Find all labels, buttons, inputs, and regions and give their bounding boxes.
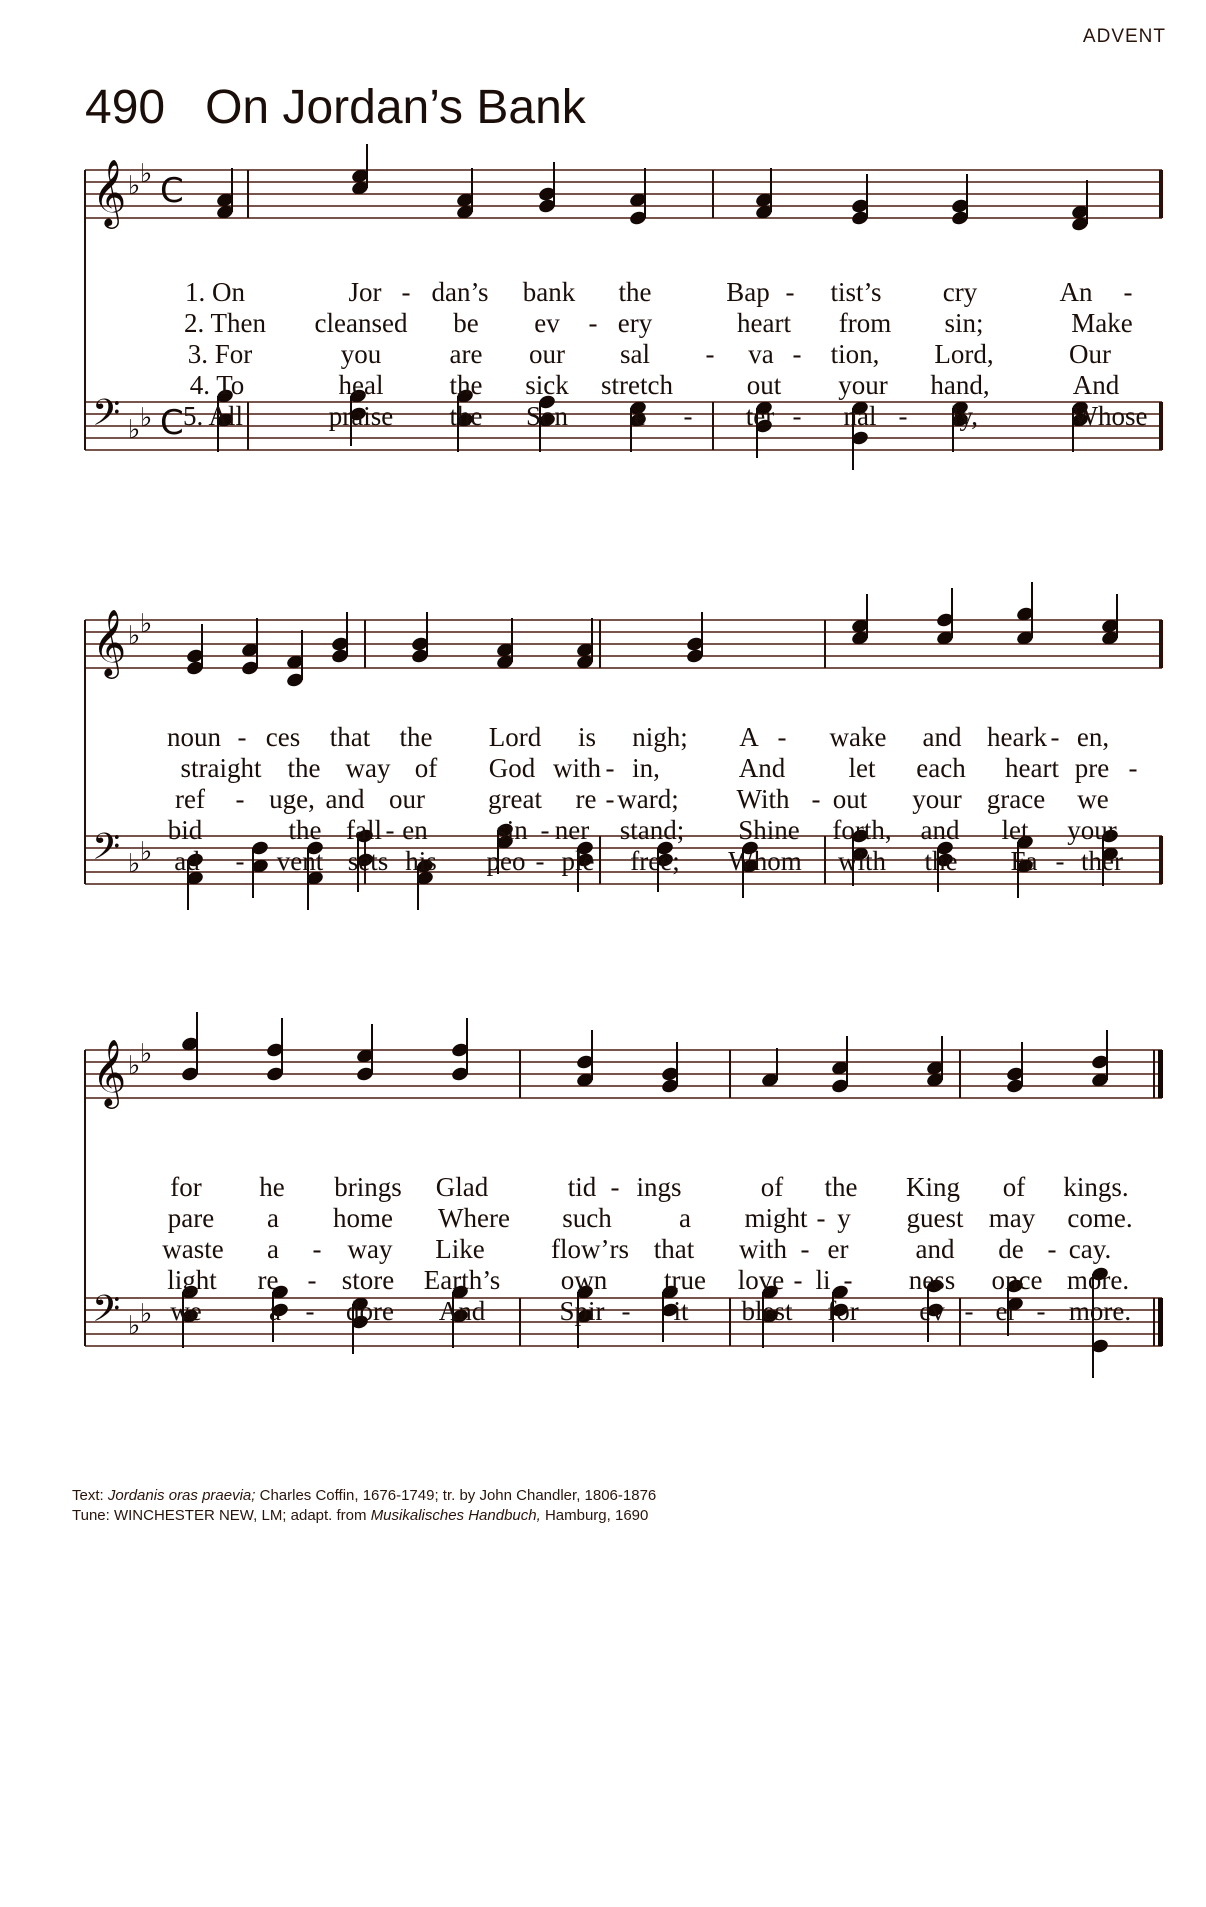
- lyric-syllable: is: [577, 722, 597, 752]
- lyric-syllable: that: [653, 1234, 695, 1264]
- lyric-line: [80, 1203, 1170, 1233]
- lyric-syllable: of: [1002, 1172, 1026, 1202]
- lyric-syllable: Lord: [488, 722, 542, 752]
- lyric-syllable: Where: [438, 1203, 510, 1233]
- lyric-syllable: Whose: [1072, 401, 1148, 431]
- lyric-syllable: stretch: [601, 370, 673, 400]
- time-signature: C: [160, 171, 184, 211]
- flat-sign: ♭: [128, 415, 141, 445]
- lyric-line: [80, 815, 1170, 845]
- lyric-syllable: -: [1047, 1234, 1057, 1264]
- music-system-3: [80, 1038, 1170, 1470]
- hymn-heading: [85, 80, 586, 135]
- lyric-syllable: -: [305, 1296, 315, 1326]
- text-credit-source: Jordanis oras praevia;: [107, 1487, 256, 1504]
- lyric-syllable: -: [605, 784, 615, 814]
- flat-sign: ♭: [128, 1051, 141, 1081]
- lyric-syllable: pre: [1074, 753, 1110, 783]
- lyric-syllable: -: [610, 1172, 620, 1202]
- lyric-syllable: way: [347, 1234, 393, 1264]
- lyric-syllable: y: [837, 1203, 851, 1233]
- lyric-line: [80, 1234, 1170, 1264]
- lyric-syllable: cleansed: [314, 308, 408, 338]
- lyric-syllable: fall: [346, 815, 382, 845]
- lyric-syllable: Bap: [726, 277, 770, 307]
- lyric-syllable: ter: [745, 401, 775, 431]
- lyric-syllable: the: [399, 722, 433, 752]
- lyric-syllable: -: [1128, 753, 1138, 783]
- lyric-syllable: it: [673, 1296, 689, 1326]
- lyric-syllable: ery: [617, 308, 653, 338]
- flat-sign: ♭: [140, 837, 153, 867]
- flat-sign: ♭: [140, 159, 153, 189]
- lyric-syllable: sets: [347, 846, 389, 876]
- lyric-syllable: -: [312, 1234, 322, 1264]
- lyric-line: [80, 308, 1170, 338]
- time-signature: C: [160, 403, 184, 443]
- lyric-syllable: -: [235, 784, 245, 814]
- lyric-syllable: ward;: [617, 784, 679, 814]
- lyric-line: [80, 370, 1170, 400]
- lyric-syllable: the: [824, 1172, 858, 1202]
- lyric-syllable: that: [329, 722, 371, 752]
- lyric-syllable: -: [816, 1203, 826, 1233]
- lyric-syllable: er: [995, 1296, 1017, 1326]
- lyric-syllable: ref: [175, 784, 205, 814]
- lyric-syllable: nigh;: [632, 722, 688, 752]
- lyric-syllable: -: [800, 1234, 810, 1264]
- lyric-syllable: with: [552, 753, 602, 783]
- lyric-syllable: we: [1077, 784, 1109, 814]
- lyric-syllable: a: [269, 1296, 281, 1326]
- lyric-syllable: wake: [829, 722, 887, 752]
- lyric-syllable: Lord,: [934, 339, 994, 369]
- lyric-line: [80, 753, 1170, 783]
- lyric-syllable: your: [1067, 815, 1117, 845]
- flat-sign: ♭: [128, 849, 141, 879]
- lyric-syllable: out: [832, 784, 868, 814]
- lyric-syllable: noun: [167, 722, 221, 752]
- lyric-syllable: An: [1059, 277, 1093, 307]
- lyric-syllable: peo: [486, 846, 526, 876]
- lyric-syllable: blest: [741, 1296, 793, 1326]
- lyric-syllable: -: [793, 1265, 803, 1295]
- lyric-syllable: let: [848, 753, 876, 783]
- lyric-syllable: a: [267, 1203, 279, 1233]
- lyric-syllable: from: [838, 308, 892, 338]
- lyric-syllable: ther: [1081, 846, 1123, 876]
- lyric-line: [80, 339, 1170, 369]
- lyric-syllable: -: [843, 1265, 853, 1295]
- lyric-syllable: of: [414, 753, 438, 783]
- lyric-syllable: -: [777, 722, 787, 752]
- lyric-syllable: King: [906, 1172, 960, 1202]
- lyric-line: [80, 1296, 1170, 1326]
- lyric-syllable: -: [237, 722, 247, 752]
- tune-credit-source: Musikalisches Handbuch,: [370, 1507, 541, 1524]
- lyric-syllable: are: [449, 339, 483, 369]
- lyric-syllable: sal: [620, 339, 650, 369]
- lyric-syllable: Jor: [348, 277, 382, 307]
- tune-credit-place: Hamburg, 1690: [540, 1507, 649, 1524]
- lyric-syllable: you: [340, 339, 382, 369]
- lyric-syllable: e: [634, 401, 646, 431]
- lyric-syllable: li: [815, 1265, 831, 1295]
- lyric-syllable: -: [540, 815, 550, 845]
- music-system-1: [80, 158, 1170, 570]
- lyric-syllable: great: [488, 784, 542, 814]
- lyric-syllable: er: [827, 1234, 849, 1264]
- lyric-syllable: grace: [986, 784, 1046, 814]
- lyric-syllable: -: [235, 846, 245, 876]
- final-bar-thick: [1158, 1050, 1163, 1098]
- lyric-syllable: home: [333, 1203, 393, 1233]
- lyric-syllable: Earth’s: [423, 1265, 501, 1295]
- lyric-syllable: -: [1055, 846, 1065, 876]
- lyric-syllable: nal: [843, 401, 877, 431]
- lyric-syllable: the: [449, 370, 483, 400]
- lyric-syllable: may: [988, 1203, 1036, 1233]
- lyric-line: [80, 1265, 1170, 1295]
- tune-credit: [72, 1506, 656, 1526]
- lyric-syllable: -: [792, 339, 802, 369]
- bass-clef: 𝄢: [92, 1288, 121, 1339]
- lyric-syllable: pare: [167, 1203, 215, 1233]
- lyric-syllable: such: [562, 1203, 612, 1233]
- lyric-syllable: Son: [525, 401, 569, 431]
- lyric-syllable: dore: [346, 1296, 394, 1326]
- text-credit: [72, 1486, 656, 1506]
- lyric-syllable: ev: [534, 308, 560, 338]
- lyric-syllable: -: [1123, 277, 1133, 307]
- lyric-syllable: Shine: [738, 815, 800, 845]
- flat-sign: ♭: [128, 621, 141, 651]
- lyric-syllable: be: [453, 308, 479, 338]
- lyric-syllable: And: [1072, 370, 1120, 400]
- lyric-syllable: our: [389, 784, 425, 814]
- lyric-syllable: va: [748, 339, 774, 369]
- lyric-syllable: out: [746, 370, 782, 400]
- text-credit-label: Text:: [72, 1487, 108, 1504]
- lyric-syllable: brings: [334, 1172, 402, 1202]
- text-credit-author: Charles Coffin, 1676-1749; tr. by John Chandler, 1806-1876: [255, 1487, 657, 1504]
- lyric-syllable: Spir: [559, 1296, 605, 1326]
- lyric-syllable: cay.: [1068, 1234, 1112, 1264]
- lyric-syllable: And: [438, 1296, 486, 1326]
- lyric-syllable: tid: [567, 1172, 597, 1202]
- lyric-syllable: heark: [987, 722, 1047, 752]
- lyric-syllable: 1. On: [185, 277, 245, 307]
- lyric-syllable: store: [341, 1265, 395, 1295]
- lyric-syllable: -: [401, 277, 411, 307]
- lyric-syllable: sin;: [944, 308, 984, 338]
- lyric-syllable: the: [449, 401, 483, 431]
- lyric-syllable: a: [679, 1203, 691, 1233]
- lyric-syllable: of: [760, 1172, 784, 1202]
- lyric-syllable: ness: [908, 1265, 956, 1295]
- lyric-syllable: bid: [167, 815, 203, 845]
- lyric-syllable: 5. All: [182, 401, 244, 431]
- music-system-2: [80, 608, 1170, 1020]
- lyric-syllable: come.: [1067, 1203, 1133, 1233]
- lyric-syllable: light: [167, 1265, 217, 1295]
- lyric-syllable: forth,: [832, 815, 892, 845]
- lyric-syllable: the: [288, 815, 322, 845]
- lyric-syllable: your: [838, 370, 888, 400]
- lyric-syllable: -: [307, 1265, 317, 1295]
- lyric-syllable: free;: [630, 846, 680, 876]
- lyric-syllable: might: [744, 1203, 808, 1233]
- lyric-syllable: bank: [522, 277, 576, 307]
- lyric-syllable: in,: [632, 753, 660, 783]
- lyric-syllable: cry: [942, 277, 978, 307]
- lyric-syllable: your: [912, 784, 962, 814]
- lyric-syllable: for: [170, 1172, 202, 1202]
- lyric-syllable: re: [575, 784, 597, 814]
- lyric-syllable: kings.: [1063, 1172, 1129, 1202]
- lyric-syllable: guest: [906, 1203, 964, 1233]
- lyric-syllable: vent: [276, 846, 324, 876]
- lyric-syllable: ple: [561, 846, 595, 876]
- lyric-syllable: Glad: [435, 1172, 489, 1202]
- section-label: ADVENT: [1082, 26, 1166, 47]
- lyric-syllable: With: [736, 784, 790, 814]
- lyric-syllable: straight: [180, 753, 262, 783]
- lyric-syllable: -: [535, 846, 545, 876]
- lyric-syllable: Whom: [728, 846, 802, 876]
- lyric-syllable: -: [964, 1296, 974, 1326]
- lyric-syllable: for: [827, 1296, 859, 1326]
- lyric-syllable: re: [257, 1265, 279, 1295]
- lyric-syllable: sin: [496, 815, 528, 845]
- lyric-syllable: and: [325, 784, 365, 814]
- lyric-syllable: with: [738, 1234, 788, 1264]
- lyric-syllable: stand;: [619, 815, 685, 845]
- flat-sign: ♭: [140, 609, 153, 639]
- lyric-syllable: love: [737, 1265, 785, 1295]
- lyric-syllable: once: [991, 1265, 1043, 1295]
- lyric-syllable: he: [259, 1172, 285, 1202]
- bass-clef: 𝄢: [92, 392, 121, 443]
- lyric-syllable: Fa: [1010, 846, 1038, 876]
- lyric-syllable: -: [605, 753, 615, 783]
- lyric-syllable: ner: [554, 815, 590, 845]
- lyric-syllable: de: [998, 1234, 1024, 1264]
- lyric-syllable: own: [560, 1265, 608, 1295]
- lyric-syllable: ly,: [952, 401, 978, 431]
- lyric-syllable: and: [920, 815, 960, 845]
- lyric-syllable: and: [915, 1234, 955, 1264]
- lyric-syllable: -: [385, 815, 395, 845]
- lyric-syllable: uge,: [269, 784, 315, 814]
- lyric-syllable: -: [705, 339, 715, 369]
- lyric-syllable: way: [345, 753, 391, 783]
- lyric-syllable: dan’s: [431, 277, 489, 307]
- lyric-syllable: and: [922, 722, 962, 752]
- lyric-syllable: heal: [338, 370, 384, 400]
- lyric-syllable: praise: [328, 401, 394, 431]
- lyric-syllable: A: [739, 722, 759, 752]
- lyric-syllable: each: [916, 753, 966, 783]
- lyric-syllable: ces: [265, 722, 301, 752]
- hymn-title: On Jordan’s Bank: [205, 81, 586, 134]
- lyric-syllable: en,: [1076, 722, 1110, 752]
- lyric-syllable: more.: [1068, 1296, 1132, 1326]
- lyric-syllable: let: [1001, 815, 1029, 845]
- lyric-syllable: more.: [1066, 1265, 1130, 1295]
- lyric-syllable: -: [621, 1296, 631, 1326]
- lyric-syllable: true: [664, 1265, 706, 1295]
- flat-sign: ♭: [128, 171, 141, 201]
- lyric-syllable: en: [402, 815, 428, 845]
- lyric-syllable: Our: [1069, 339, 1111, 369]
- lyric-syllable: God: [488, 753, 536, 783]
- tune-credit-label: Tune: WINCHESTER NEW, LM; adapt. from: [72, 1507, 371, 1524]
- lyric-syllable: flow’rs: [551, 1234, 629, 1264]
- lyric-syllable: Like: [435, 1234, 485, 1264]
- bass-clef: 𝄢: [92, 826, 121, 877]
- lyric-syllable: 3. For: [187, 339, 253, 369]
- hymn-number: 490: [85, 81, 166, 134]
- lyric-line: [80, 277, 1170, 307]
- lyric-syllable: our: [529, 339, 565, 369]
- lyric-syllable: Make: [1071, 308, 1133, 338]
- lyric-syllable: ings: [636, 1172, 682, 1202]
- lyric-syllable: we: [170, 1296, 202, 1326]
- lyric-syllable: -: [1036, 1296, 1046, 1326]
- lyric-syllable: tion,: [830, 339, 880, 369]
- lyric-syllable: 4. To: [189, 370, 245, 400]
- lyric-line: [80, 401, 1170, 431]
- lyric-line: [80, 722, 1170, 752]
- lyric-line: [80, 846, 1170, 876]
- lyric-syllable: 2. Then: [184, 308, 266, 338]
- lyric-syllable: with: [837, 846, 887, 876]
- lyric-syllable: hand,: [930, 370, 990, 400]
- lyric-syllable: his: [405, 846, 437, 876]
- flat-sign: ♭: [140, 403, 153, 433]
- treble-clef: 𝄞: [92, 608, 127, 676]
- lyric-syllable: -: [785, 277, 795, 307]
- lyric-syllable: -: [683, 401, 693, 431]
- flat-sign: ♭: [140, 1039, 153, 1069]
- lyric-syllable: the: [924, 846, 958, 876]
- treble-clef: 𝄞: [92, 1038, 127, 1106]
- treble-clef: 𝄞: [92, 158, 127, 226]
- lyric-syllable: the: [287, 753, 321, 783]
- lyric-line: [80, 784, 1170, 814]
- flat-sign: ♭: [140, 1299, 153, 1329]
- hymn-credits: [72, 1486, 656, 1526]
- lyric-syllable: sick: [525, 370, 569, 400]
- lyric-syllable: And: [738, 753, 786, 783]
- lyric-line: [80, 1172, 1170, 1202]
- flat-sign: ♭: [128, 1311, 141, 1341]
- lyric-syllable: heart: [1005, 753, 1059, 783]
- lyric-syllable: -: [1050, 722, 1060, 752]
- lyric-syllable: ev: [919, 1296, 945, 1326]
- lyric-syllable: -: [898, 401, 908, 431]
- lyric-syllable: -: [792, 401, 802, 431]
- lyric-syllable: -: [588, 308, 598, 338]
- lyric-syllable: tist’s: [830, 277, 882, 307]
- lyric-syllable: -: [811, 784, 821, 814]
- lyric-syllable: a: [267, 1234, 279, 1264]
- lyric-syllable: heart: [737, 308, 791, 338]
- lyric-syllable: the: [618, 277, 652, 307]
- lyric-syllable: waste: [162, 1234, 224, 1264]
- lyric-syllable: ad: [174, 846, 200, 876]
